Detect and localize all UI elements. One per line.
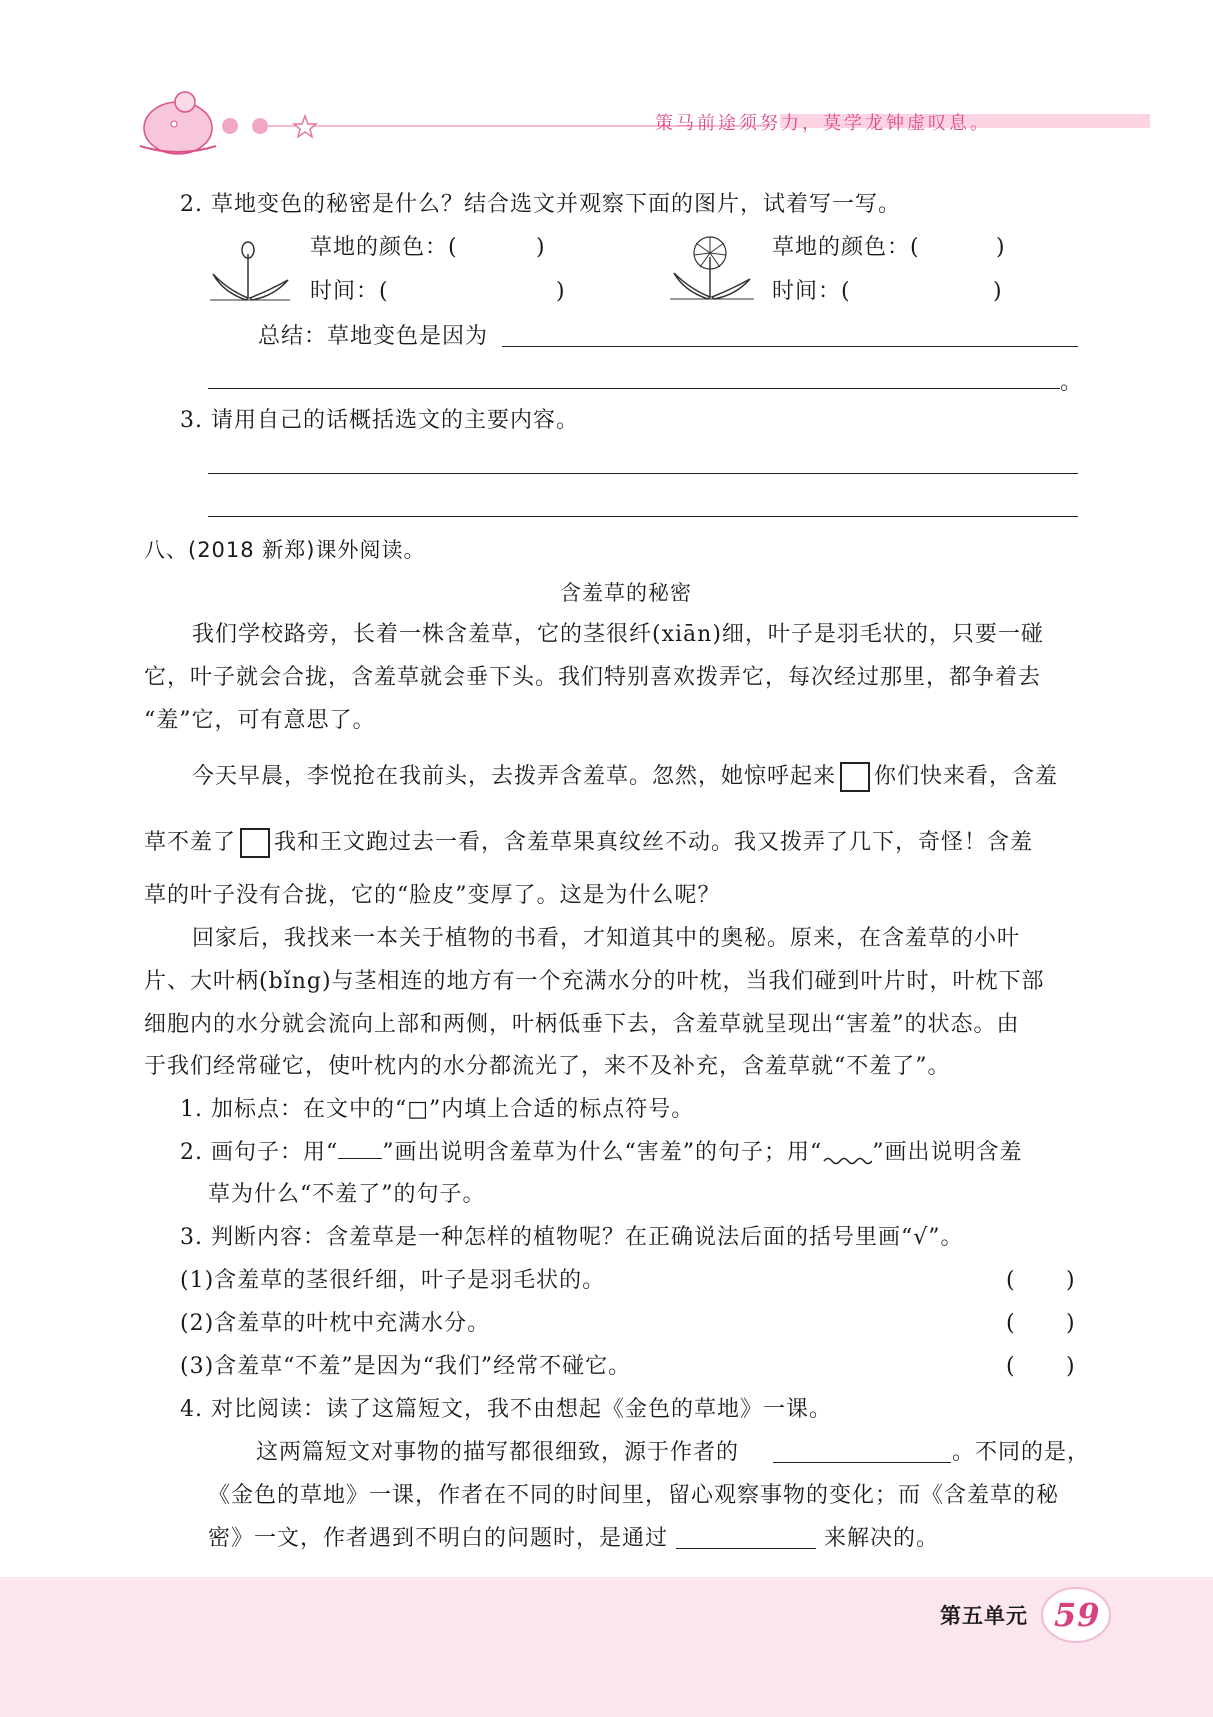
s8-q2-text-b: ”画出说明含羞草为什么“害羞”的句子；用“: [382, 1140, 823, 1165]
judge-item-3-open: (: [1006, 1354, 1015, 1379]
passage-p2-line1: [192, 762, 1058, 792]
dandelion-seedhead-icon: [668, 235, 756, 305]
s8-q2-text-a: 2. 画句子：用“: [180, 1140, 339, 1165]
judge-item-2-close: ): [1066, 1311, 1075, 1336]
dandelion-flower-icon: [208, 240, 293, 305]
s8-q4-line3a: 密》一文，作者遇到不明白的问题时，是通过: [208, 1526, 669, 1551]
section8-heading: 八、(2018 新郑)课外阅读。: [144, 538, 426, 562]
summary-answer-line[interactable]: [502, 346, 1078, 347]
punctuation-box-2[interactable]: [240, 828, 270, 858]
page-number: 59: [1054, 1596, 1101, 1634]
right-time-close: ): [993, 279, 1002, 304]
summary-answer-line-2[interactable]: [208, 388, 1060, 389]
passage-title: 含羞草的秘密: [560, 581, 692, 605]
left-time-label: 时间：(: [310, 279, 389, 304]
q4-answer-blank-1[interactable]: [773, 1462, 951, 1463]
s8-q4-line1a: 这两篇短文对事物的描写都很细致，源于作者的: [256, 1440, 740, 1465]
straight-underline-sample: [338, 1138, 382, 1159]
passage-p2-line2: [144, 828, 1033, 858]
judge-item-1-open: (: [1006, 1268, 1015, 1293]
judge-item-2-answer[interactable]: [1018, 1309, 1060, 1339]
passage-p2-line1-a: 今天早晨，李悦抢在我前头，去拨弄含羞草。忽然，她惊呼起来: [192, 764, 837, 789]
right-grass-color-label: 草地的颜色：(: [772, 235, 920, 260]
star-icon: [294, 116, 316, 137]
passage-p1-line1: 我们学校路旁，长着一株含羞草，它的茎很纤(xiān)细，叶子是羽毛状的，只要一碰: [192, 622, 1044, 647]
passage-p1-line3: “羞”它，可有意思了。: [144, 708, 376, 733]
judge-item-1: (1)含羞草的茎很纤细，叶子是羽毛状的。: [180, 1268, 606, 1293]
s8-q3: 3. 判断内容：含羞草是一种怎样的植物呢？在正确说法后面的括号里画“√”。: [180, 1225, 964, 1250]
judge-item-3-answer[interactable]: [1018, 1352, 1060, 1382]
q3-prompt: 3. 请用自己的话概括选文的主要内容。: [180, 408, 579, 433]
s8-q2-line2: 草为什么“不羞了”的句子。: [208, 1182, 486, 1207]
judge-item-2-open: (: [1006, 1311, 1015, 1336]
passage-p2-line2-a: 草不羞了: [144, 830, 237, 855]
s8-q2-line1: [180, 1138, 1022, 1168]
left-grass-color-label: 草地的颜色：(: [310, 235, 458, 260]
s8-q4-line2: 《金色的草地》一课，作者在不同的时间里，留心观察事物的变化；而《含羞草的秘: [208, 1483, 1060, 1508]
q3-answer-line-2[interactable]: [208, 516, 1078, 517]
left-grass-color-close: ): [536, 235, 545, 260]
judge-item-3: (3)含羞草“不羞”是因为“我们”经常不碰它。: [180, 1354, 632, 1379]
passage-p2-line3: 草的叶子没有合拢，它的“脸皮”变厚了。这是为什么呢？: [144, 883, 721, 908]
s8-q2-text-c: ”画出说明含羞: [872, 1140, 1023, 1165]
left-time-close: ): [556, 279, 565, 304]
page-footer: [0, 1577, 1213, 1717]
q2-prompt: 2. 草地变色的秘密是什么？结合选文并观察下面的图片，试着写一写。: [180, 192, 901, 217]
wavy-underline-sample: [822, 1141, 872, 1165]
passage-p3-line1: 回家后，我找来一本关于植物的书看，才知道其中的奥秘。原来，在含羞草的小叶: [192, 926, 1021, 951]
passage-p3-line3: 细胞内的水分就会流向上部和两侧，叶柄低垂下去，含羞草就呈现出“害羞”的状态。由: [144, 1012, 1020, 1037]
right-grass-color-close: ): [996, 235, 1005, 260]
judge-item-1-close: ): [1066, 1268, 1075, 1293]
passage-p1-line2: 它，叶子就会合拢，含羞草就会垂下头。我们特别喜欢拨弄它，每次经过那里，都争着去: [144, 665, 1042, 690]
s8-q4-line3b: 来解决的。: [824, 1526, 940, 1551]
q3-answer-line-1[interactable]: [208, 473, 1078, 474]
dot-icon: [222, 118, 238, 134]
s8-q1: 1. 加标点：在文中的“□”内填上合适的标点符号。: [180, 1097, 695, 1122]
judge-item-2: (2)含羞草的叶枕中充满水分。: [180, 1311, 491, 1336]
summary-label: 总结：草地变色是因为: [258, 324, 489, 349]
s8-q4-line1b: 。不同的是，: [952, 1440, 1091, 1465]
judge-item-3-close: ): [1066, 1354, 1075, 1379]
passage-p2-line1-b: 你们快来看，含羞: [874, 764, 1059, 789]
dot-icon: [252, 118, 268, 134]
summary-end-mark: 。: [1060, 370, 1084, 395]
unit-label: 第五单元: [940, 1603, 1028, 1628]
judge-item-1-answer[interactable]: [1018, 1266, 1060, 1296]
q4-answer-blank-2[interactable]: [676, 1548, 816, 1549]
chick-mascot-icon: [140, 92, 216, 154]
passage-p2-line2-b: 我和王文跑过去一看，含羞草果真纹丝不动。我又拨弄了几下，奇怪！含羞: [274, 830, 1034, 855]
punctuation-box-1[interactable]: [840, 762, 870, 792]
passage-p3-line4: 于我们经常碰它，使叶枕内的水分都流光了，来不及补充，含羞草就“不羞了”。: [144, 1054, 951, 1079]
header-motto: 策马前途须努力，莫学龙钟虚叹息。: [655, 113, 991, 134]
passage-p3-line2: 片、大叶柄(bǐng)与茎相连的地方有一个充满水分的叶枕，当我们碰到叶片时，叶枕下部: [144, 969, 1045, 994]
right-time-label: 时间：(: [772, 279, 851, 304]
s8-q4: 4. 对比阅读：读了这篇短文，我不由想起《金色的草地》一课。: [180, 1397, 832, 1422]
